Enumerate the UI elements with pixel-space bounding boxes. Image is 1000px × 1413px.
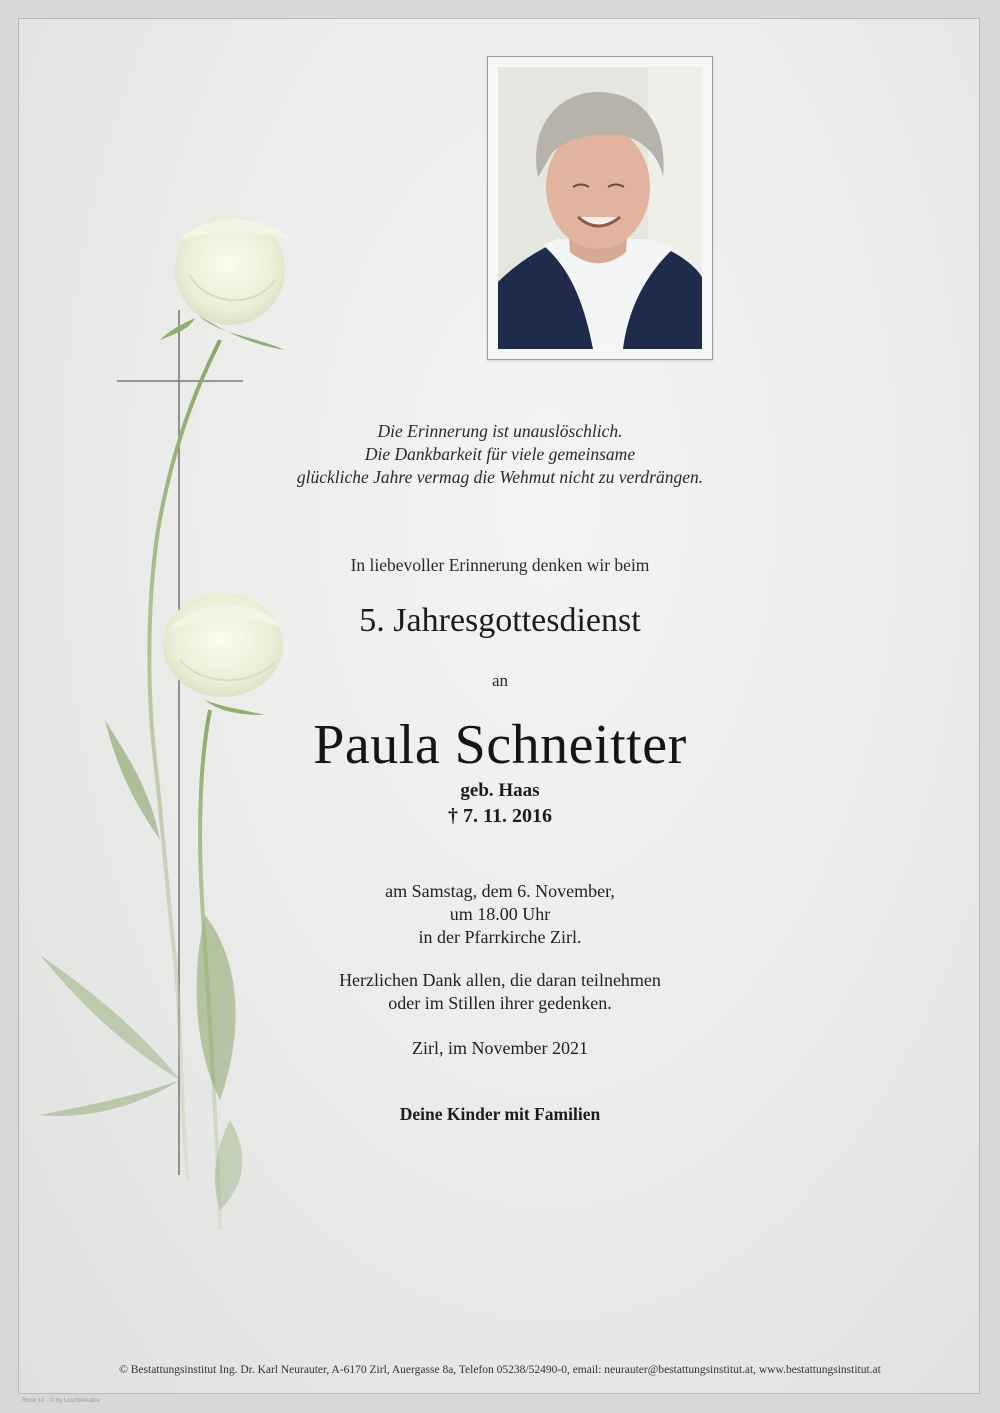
upper-rose-icon <box>160 215 290 350</box>
quote-line-3: glückliche Jahre vermag die Wehmut nicht zu verdrängen. <box>296 467 704 487</box>
service-date: am Samstag, dem 6. November, <box>385 881 615 901</box>
thanks-line-2: oder im Stillen ihrer gedenken. <box>388 993 612 1013</box>
place-date: Zirl, im November 2021 <box>412 1038 588 1058</box>
quote-line-2: Die Dankbarkeit für viele gemeinsame <box>364 444 636 464</box>
an-text: an <box>491 671 509 690</box>
service-time: um 18.00 Uhr <box>449 904 551 924</box>
tiny-credit: Rose 10 · © by Lösch/Avalne <box>22 1398 100 1404</box>
signature: Deine Kinder mit Familien <box>399 1104 601 1124</box>
event-title: 5. Jahresgottesdienst <box>359 602 641 639</box>
intro-text: In liebevoller Erinnerung denken wir beim <box>350 555 650 575</box>
deceased-name: Paula Schneitter <box>313 714 687 776</box>
service-location: in der Pfarrkirche Zirl. <box>418 927 582 947</box>
portrait-frame <box>487 56 713 360</box>
death-date: † 7. 11. 2016 <box>448 805 552 827</box>
thanks-text <box>0 969 1000 1015</box>
service-details <box>0 880 1000 949</box>
portrait-image <box>498 67 702 349</box>
quote-line-1: Die Erinnerung ist unauslöschlich. <box>377 421 623 441</box>
memorial-quote <box>0 420 1000 489</box>
thanks-line-1: Herzlichen Dank allen, die daran teilnehmen <box>339 970 661 990</box>
footer-imprint: © Bestattungsinstitut Ing. Dr. Karl Neurauter, A-6170 Zirl, Auergasse 8a, Telefon 05238/52490-0, email: neurauter@bestattungsinstitut.at, www.bestattungsinstitut.at <box>119 1364 881 1376</box>
portrait-photo <box>498 67 702 349</box>
maiden-name: geb. Haas <box>460 780 540 801</box>
